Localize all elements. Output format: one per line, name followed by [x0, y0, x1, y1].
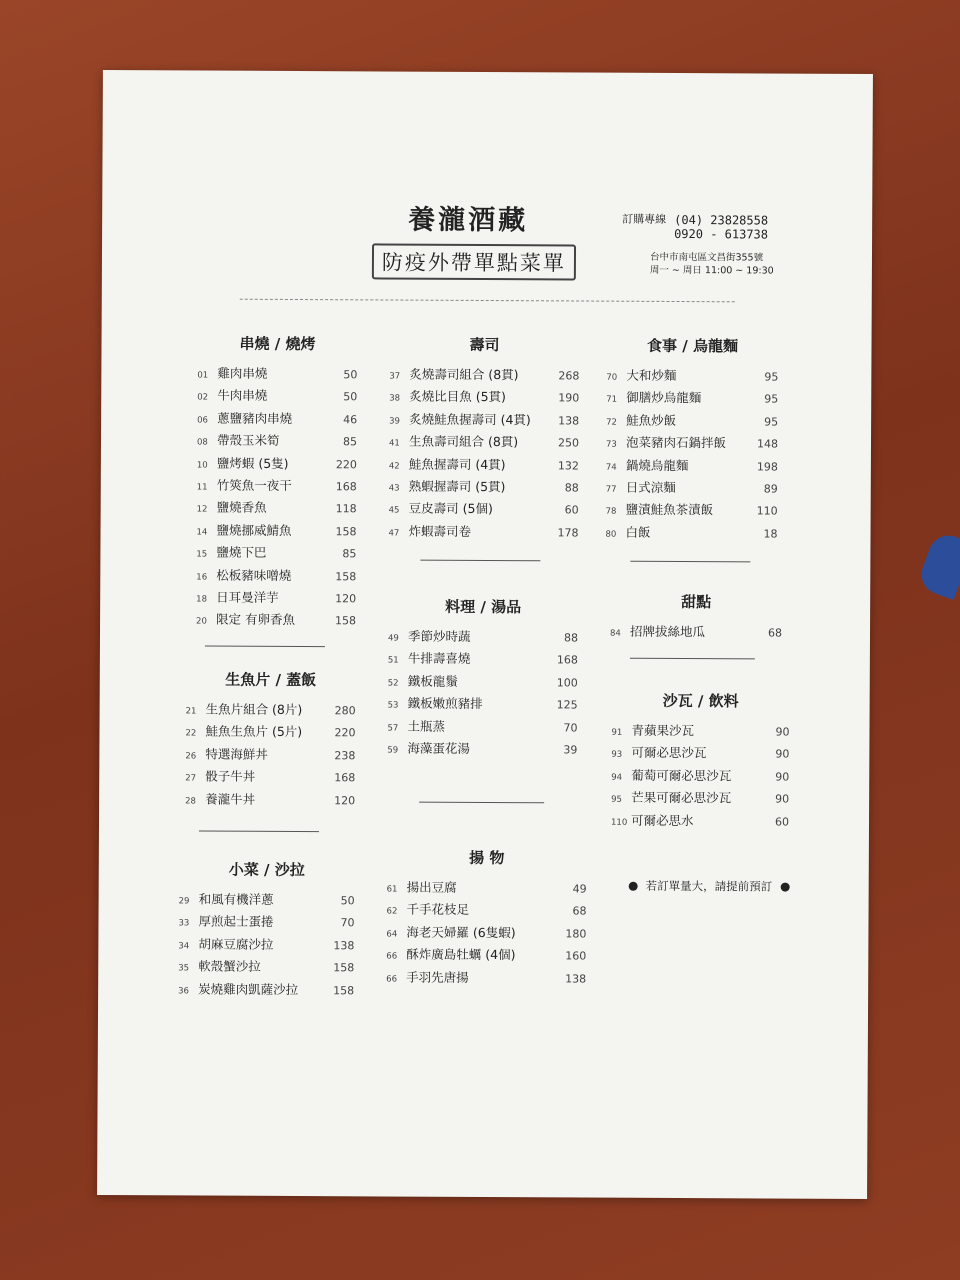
item-name: 日耳曼洋芋: [216, 589, 279, 605]
menu-item: [389, 387, 579, 410]
item-price: 85: [342, 435, 358, 449]
item-price: 50: [343, 390, 358, 404]
item-number: 22: [185, 728, 197, 739]
item-price: 158: [335, 614, 357, 628]
menu-item: [178, 957, 354, 980]
item-number: 11: [196, 482, 208, 493]
menu-item: [389, 364, 579, 387]
menu-item: [388, 649, 578, 672]
item-name: 千手花枝足: [406, 901, 470, 918]
item-number: 12: [196, 504, 208, 515]
section-sashimi: [185, 668, 356, 812]
item-number: 84: [609, 628, 621, 639]
item-name: 鹽烤蝦 (5隻): [216, 455, 289, 471]
item-price: 168: [556, 653, 578, 667]
item-price: 132: [557, 458, 579, 473]
item-number: 42: [388, 461, 400, 472]
item-price: 49: [572, 882, 587, 896]
item-price: 238: [334, 748, 356, 763]
item-price: 168: [334, 771, 356, 785]
menu-item: [196, 565, 356, 588]
item-price: 178: [557, 526, 579, 540]
item-price: 85: [342, 547, 357, 561]
item-price: 158: [333, 983, 355, 997]
item-price: 158: [335, 569, 357, 583]
item-name: 鮭魚握壽司 (4貫): [408, 456, 506, 472]
item-name: 鮭魚炒飯: [626, 412, 677, 428]
item-price: 100: [556, 676, 578, 690]
item-price: 89: [763, 482, 778, 496]
menu-item: [196, 520, 356, 543]
item-number: 38: [389, 393, 401, 404]
item-price: 95: [764, 392, 779, 406]
item-price: 280: [334, 704, 356, 718]
item-price: 180: [565, 927, 587, 941]
item-price: 120: [335, 592, 357, 606]
menu-item: [196, 543, 356, 566]
menu-item: [185, 767, 355, 790]
item-price: 90: [775, 792, 790, 806]
item-name: 蔥鹽豬肉串燒: [217, 410, 293, 426]
item-price: 90: [775, 747, 790, 761]
item-number: 28: [185, 795, 196, 807]
item-name: 炙燒壽司組合 (8貫): [409, 366, 519, 383]
section-sour-drinks: [611, 690, 790, 834]
bullet-icon: [629, 881, 638, 890]
item-price: 70: [340, 916, 355, 930]
item-number: 53: [387, 700, 399, 711]
item-number: 91: [611, 727, 623, 738]
item-name: 鐵板嫩煎豬排: [407, 695, 483, 712]
menu-item: [611, 721, 789, 744]
item-number: 39: [389, 416, 400, 427]
item-number: 21: [185, 706, 197, 717]
section-side-salad: [178, 858, 355, 1002]
item-price: 90: [775, 770, 790, 784]
item-name: 鮭魚生魚片 (5片): [205, 723, 303, 740]
menu-item: [197, 408, 357, 431]
menu-item: [179, 889, 355, 912]
item-price: 68: [767, 626, 783, 640]
item-name: 鍋燒烏龍麵: [625, 457, 689, 473]
menu-item: [178, 912, 354, 935]
section-title: 生魚片 / 蓋飯: [225, 670, 317, 690]
restaurant-title: 養瀧酒藏: [408, 204, 529, 237]
menu-item: [388, 671, 578, 694]
item-name: 熟蝦握壽司 (5貫): [408, 478, 506, 495]
item-number: 15: [196, 549, 208, 560]
section-fried: [386, 846, 587, 990]
item-price: 90: [775, 725, 790, 739]
menu-item: [611, 810, 789, 833]
item-number: 70: [606, 372, 618, 383]
item-name: 炸蝦壽司卷: [408, 523, 472, 539]
menu-item: [386, 900, 586, 923]
item-price: 110: [756, 504, 778, 518]
menu-item: [387, 877, 587, 900]
menu-item: [178, 979, 354, 1002]
item-price: 190: [558, 391, 580, 405]
menu-item: [197, 498, 357, 521]
item-price: 158: [335, 524, 357, 539]
item-number: 77: [605, 484, 617, 495]
item-price: 39: [563, 743, 578, 757]
menu-item: [388, 521, 578, 544]
item-price: 18: [763, 527, 778, 541]
menu-item: [178, 934, 354, 957]
item-number: 33: [178, 918, 190, 929]
menu-item: [388, 694, 578, 717]
item-number: 57: [387, 723, 399, 734]
note-text: 若訂單量大，請提前預訂: [645, 878, 773, 894]
menu-item: [389, 454, 579, 477]
item-number: 95: [611, 794, 622, 805]
item-number: 41: [388, 438, 400, 449]
menu-item: [388, 626, 578, 649]
menu-item: [606, 410, 778, 433]
item-price: 68: [572, 904, 587, 918]
item-number: 59: [387, 745, 399, 756]
menu-item: [185, 789, 355, 812]
item-number: 110: [610, 817, 628, 828]
menu-paper: [97, 70, 873, 1199]
item-name: 限定 有卵香魚: [216, 611, 296, 628]
item-price: 70: [563, 720, 578, 735]
item-price: 46: [343, 413, 358, 427]
item-name: 揚出豆腐: [406, 879, 457, 895]
item-number: 14: [196, 527, 208, 538]
item-price: 220: [334, 726, 356, 740]
item-number: 10: [196, 460, 208, 471]
section-divider: [420, 560, 540, 562]
menu-item: [197, 453, 357, 476]
pen: [916, 530, 960, 600]
menu-item: [386, 967, 586, 990]
section-sushi: [388, 333, 579, 544]
menu-item: [196, 610, 356, 633]
section-kushiyaki: [196, 332, 358, 633]
item-number: 66: [386, 974, 398, 985]
item-number: 72: [606, 417, 617, 428]
item-name: 鹽燒香魚: [216, 499, 267, 516]
item-number: 29: [178, 896, 190, 907]
section-title: 料理 / 湯品: [445, 597, 522, 617]
section-divider: [630, 561, 750, 563]
item-number: 27: [185, 773, 197, 784]
section-dessert: [610, 591, 782, 645]
menu-item: [389, 476, 579, 499]
item-price: 95: [764, 370, 779, 384]
item-name: 牛排壽喜燒: [407, 650, 471, 667]
section-title: 甜點: [681, 593, 712, 612]
item-price: 60: [774, 815, 790, 829]
item-name: 季節炒時蔬: [407, 628, 471, 644]
item-name: 酥炸廣島牡蠣 (4個): [406, 946, 516, 963]
menu-item: [186, 699, 356, 722]
address-block: [650, 251, 774, 278]
item-number: 16: [196, 572, 208, 583]
item-name: 竹筴魚一夜干: [216, 477, 292, 493]
item-name: 可爾必思沙瓦: [631, 745, 707, 761]
item-number: 35: [178, 963, 190, 974]
item-price: 250: [557, 436, 580, 450]
menu-item: [606, 366, 778, 389]
item-number: 80: [605, 529, 617, 540]
section-title: 沙瓦 / 飲料: [662, 691, 739, 711]
item-price: 125: [556, 698, 578, 712]
item-number: 06: [197, 415, 208, 426]
item-name: 海老天婦羅 (6隻蝦): [406, 924, 516, 940]
item-number: 45: [388, 505, 400, 516]
item-price: 118: [335, 502, 357, 516]
item-name: 手羽先唐揚: [406, 969, 469, 985]
item-price: 148: [756, 437, 779, 451]
item-name: 葡萄可爾必思沙瓦: [631, 767, 732, 784]
menu-item: [197, 431, 357, 454]
address: 台中市南屯區文昌街355號: [649, 251, 764, 264]
menu-item: [185, 722, 355, 745]
item-name: 炙燒鮭魚握壽司 (4貫): [409, 411, 531, 428]
menu-item: [606, 433, 778, 456]
item-price: 88: [563, 631, 579, 645]
item-number: 93: [611, 750, 623, 761]
menu-item: [605, 522, 777, 545]
item-name: 鹽燒下巴: [216, 544, 267, 560]
item-price: 138: [333, 938, 355, 953]
menu-item: [611, 743, 789, 766]
menu-item: [389, 499, 579, 522]
item-number: 34: [178, 941, 190, 952]
contact-block: [622, 213, 768, 242]
item-name: 海藻蛋花湯: [407, 740, 470, 756]
menu-item: [386, 922, 586, 945]
item-price: 138: [565, 971, 587, 986]
item-price: 88: [564, 481, 579, 495]
item-price: 50: [343, 368, 358, 382]
item-number: 26: [185, 751, 197, 762]
menu-item: [197, 475, 357, 498]
item-name: 芒果可爾必思沙瓦: [631, 789, 732, 806]
item-number: 74: [605, 462, 617, 473]
section-divider: [419, 802, 544, 804]
item-price: 60: [564, 503, 579, 517]
item-name: 土瓶蒸: [407, 718, 446, 734]
item-number: 51: [387, 655, 399, 666]
bullet-icon: [780, 882, 789, 891]
item-price: 158: [333, 961, 355, 975]
menu-item: [606, 455, 778, 478]
item-name: 和風有機洋蔥: [198, 891, 274, 907]
item-number: 36: [178, 985, 189, 997]
item-price: 160: [565, 949, 587, 963]
section-title: 食事 / 烏龍麵: [646, 336, 739, 356]
item-name: 雞肉串燒: [217, 365, 268, 381]
item-number: 78: [605, 506, 617, 518]
menu-item: [606, 500, 778, 523]
item-name: 松板豬味噌燒: [216, 567, 292, 583]
item-number: 94: [611, 772, 623, 783]
item-number: 47: [388, 528, 400, 539]
item-number: 18: [196, 594, 208, 605]
item-name: 骰子牛丼: [205, 768, 256, 784]
menu-item: [387, 738, 577, 761]
hours: 周一 ~ 周日 11:00 ~ 19:30: [649, 264, 774, 277]
header-divider: [240, 299, 735, 303]
item-name: 帶殼玉米筍: [216, 432, 280, 449]
phone-1: (04) 23828558: [674, 212, 769, 228]
item-name: 大和炒麵: [626, 367, 677, 383]
section-title: 小菜 / 沙拉: [228, 860, 305, 880]
section-title: 揚 物: [469, 848, 505, 868]
menu-item: [387, 716, 577, 739]
item-number: 37: [389, 371, 401, 382]
menu-item: [606, 478, 778, 501]
item-price: 50: [340, 894, 355, 908]
menu-item: [606, 388, 778, 411]
item-number: 43: [388, 483, 400, 494]
item-name: 鹽燒挪威鯖魚: [216, 522, 292, 538]
item-number: 66: [386, 951, 398, 962]
menu-item: [610, 622, 782, 645]
menu-item: [386, 945, 586, 968]
item-number: 62: [386, 906, 398, 917]
phone-2: 0920 - 613738: [674, 226, 769, 242]
item-name: 鐵板龍鬚: [407, 673, 458, 689]
section-title: 串燒 / 燒烤: [239, 334, 316, 354]
item-name: 軟殼蟹沙拉: [198, 958, 261, 975]
item-name: 生魚片組合 (8片): [205, 701, 303, 718]
item-price: 268: [558, 369, 580, 383]
item-name: 炭燒雞肉凱薩沙拉: [198, 981, 299, 997]
item-price: 168: [335, 480, 357, 494]
menu-item: [196, 587, 356, 610]
item-name: 養瀧牛丼: [205, 791, 256, 807]
item-number: 20: [196, 616, 207, 627]
item-price: 120: [334, 793, 356, 807]
menu-subtitle: 防疫外帶單點菜單: [372, 243, 576, 280]
item-name: 特選海鮮丼: [205, 746, 268, 762]
item-name: 日式涼麵: [625, 479, 676, 495]
item-price: 198: [756, 459, 778, 474]
item-number: 71: [606, 395, 618, 406]
menu-item: [611, 788, 789, 811]
item-name: 生魚壽司組合 (8貫): [408, 433, 519, 450]
section-divider: [205, 646, 325, 648]
item-number: 08: [196, 437, 208, 448]
item-name: 可爾必思水: [630, 812, 694, 828]
item-name: 鹽漬鮭魚茶漬飯: [625, 502, 714, 518]
item-name: 白飯: [625, 524, 651, 540]
item-number: 61: [386, 884, 398, 895]
menu-item: [197, 386, 357, 409]
item-name: 招牌拔絲地瓜: [629, 623, 706, 640]
menu-item: [185, 744, 355, 767]
menu-item: [611, 765, 789, 788]
section-divider: [630, 658, 755, 660]
section-title: 壽司: [469, 335, 500, 355]
section-dishes-soup: [387, 595, 578, 761]
order-label: 訂購專線: [622, 212, 667, 226]
menu-item: [197, 363, 357, 386]
item-name: 厚煎起士蛋捲: [198, 913, 274, 930]
item-number: 49: [387, 633, 399, 644]
item-name: 炙燒比目魚 (5貫): [409, 388, 506, 405]
item-number: 01: [197, 370, 209, 381]
section-divider: [199, 831, 319, 833]
item-name: 豆皮壽司 (5個): [408, 500, 493, 517]
item-number: 64: [386, 929, 398, 940]
item-number: 02: [197, 392, 209, 403]
item-number: 73: [605, 439, 617, 450]
item-price: 138: [558, 414, 580, 428]
section-meals-udon: [605, 335, 778, 546]
menu-item: [389, 409, 579, 432]
item-name: 牛肉串燒: [217, 387, 268, 404]
menu-item: [389, 432, 579, 455]
preorder-note: [621, 878, 798, 895]
item-price: 95: [764, 415, 779, 429]
item-name: 泡菜豬肉石鍋拌飯: [625, 434, 727, 451]
item-number: 52: [387, 678, 399, 689]
item-name: 御膳炒烏龍麵: [626, 390, 702, 406]
item-name: 胡麻豆腐沙拉: [198, 936, 274, 952]
item-price: 220: [335, 457, 357, 471]
item-name: 青蘋果沙瓦: [631, 722, 695, 739]
